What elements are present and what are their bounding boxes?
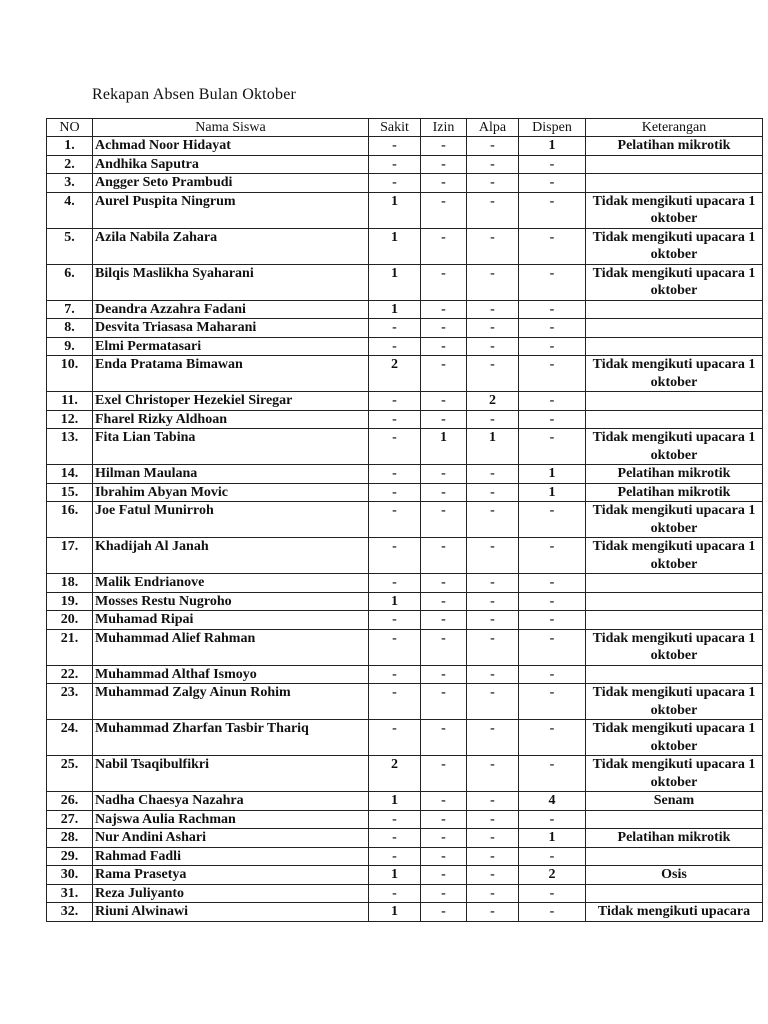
cell-no: 31.	[47, 884, 93, 903]
cell-keterangan: Tidak mengikuti upacara 1 oktober	[586, 629, 763, 665]
cell-alpa: -	[467, 592, 519, 611]
cell-izin: -	[421, 847, 467, 866]
table-row	[47, 356, 763, 392]
cell-no: 19.	[47, 592, 93, 611]
cell-nama-siswa: Deandra Azzahra Fadani	[93, 300, 369, 319]
cell-izin: -	[421, 174, 467, 193]
cell-sakit: 1	[369, 903, 421, 922]
cell-sakit: -	[369, 465, 421, 484]
cell-dispen: -	[519, 810, 586, 829]
cell-izin: -	[421, 592, 467, 611]
cell-nama-siswa: Rahmad Fadli	[93, 847, 369, 866]
cell-dispen: -	[519, 174, 586, 193]
cell-izin: -	[421, 356, 467, 392]
cell-dispen: -	[519, 300, 586, 319]
cell-keterangan: Pelatihan mikrotik	[586, 483, 763, 502]
cell-izin: -	[421, 264, 467, 300]
cell-no: 9.	[47, 337, 93, 356]
cell-no: 12.	[47, 410, 93, 429]
cell-dispen: -	[519, 392, 586, 411]
cell-keterangan: Tidak mengikuti upacara 1 oktober	[586, 502, 763, 538]
cell-keterangan	[586, 155, 763, 174]
cell-sakit: 2	[369, 356, 421, 392]
cell-alpa: -	[467, 356, 519, 392]
cell-sakit: -	[369, 483, 421, 502]
cell-sakit: -	[369, 155, 421, 174]
cell-izin: -	[421, 392, 467, 411]
cell-alpa: -	[467, 155, 519, 174]
cell-sakit: -	[369, 847, 421, 866]
cell-sakit: -	[369, 665, 421, 684]
cell-izin: -	[421, 720, 467, 756]
table-row	[47, 903, 763, 922]
table-row	[47, 756, 763, 792]
cell-izin: -	[421, 502, 467, 538]
cell-nama-siswa: Enda Pratama Bimawan	[93, 356, 369, 392]
cell-nama-siswa: Fharel Rizky Aldhoan	[93, 410, 369, 429]
cell-dispen: -	[519, 337, 586, 356]
header-no: NO	[47, 119, 93, 137]
cell-sakit: -	[369, 137, 421, 156]
cell-alpa: -	[467, 300, 519, 319]
cell-keterangan: Tidak mengikuti upacara	[586, 903, 763, 922]
cell-no: 30.	[47, 866, 93, 885]
cell-alpa: -	[467, 337, 519, 356]
cell-nama-siswa: Exel Christoper Hezekiel Siregar	[93, 392, 369, 411]
cell-alpa: -	[467, 629, 519, 665]
cell-sakit: -	[369, 410, 421, 429]
cell-izin: -	[421, 319, 467, 338]
cell-izin: -	[421, 611, 467, 630]
cell-keterangan	[586, 319, 763, 338]
cell-keterangan: Tidak mengikuti upacara 1 oktober	[586, 356, 763, 392]
cell-izin: -	[421, 300, 467, 319]
cell-nama-siswa: Riuni Alwinawi	[93, 903, 369, 922]
cell-no: 5.	[47, 228, 93, 264]
cell-no: 29.	[47, 847, 93, 866]
cell-keterangan: Pelatihan mikrotik	[586, 829, 763, 848]
cell-keterangan	[586, 847, 763, 866]
cell-sakit: 1	[369, 592, 421, 611]
cell-no: 18.	[47, 574, 93, 593]
cell-nama-siswa: Khadijah Al Janah	[93, 538, 369, 574]
cell-no: 22.	[47, 665, 93, 684]
cell-izin: -	[421, 665, 467, 684]
table-row	[47, 465, 763, 484]
cell-alpa: -	[467, 192, 519, 228]
table-row	[47, 174, 763, 193]
table-row	[47, 137, 763, 156]
cell-dispen: 1	[519, 465, 586, 484]
cell-izin: -	[421, 756, 467, 792]
cell-no: 32.	[47, 903, 93, 922]
cell-sakit: -	[369, 684, 421, 720]
cell-dispen: -	[519, 228, 586, 264]
cell-no: 28.	[47, 829, 93, 848]
cell-dispen: 2	[519, 866, 586, 885]
cell-sakit: -	[369, 884, 421, 903]
cell-keterangan	[586, 392, 763, 411]
cell-keterangan	[586, 574, 763, 593]
cell-nama-siswa: Malik Endrianove	[93, 574, 369, 593]
cell-no: 25.	[47, 756, 93, 792]
cell-dispen: -	[519, 756, 586, 792]
cell-dispen: -	[519, 847, 586, 866]
cell-no: 7.	[47, 300, 93, 319]
cell-nama-siswa: Angger Seto Prambudi	[93, 174, 369, 193]
cell-izin: -	[421, 337, 467, 356]
attendance-table	[46, 118, 763, 922]
header-keterangan: Keterangan	[586, 119, 763, 137]
cell-keterangan	[586, 884, 763, 903]
cell-sakit: 1	[369, 228, 421, 264]
cell-keterangan: Tidak mengikuti upacara 1 oktober	[586, 756, 763, 792]
cell-no: 3.	[47, 174, 93, 193]
cell-alpa: -	[467, 756, 519, 792]
cell-no: 16.	[47, 502, 93, 538]
cell-nama-siswa: Muhammad Zharfan Tasbir Thariq	[93, 720, 369, 756]
cell-no: 15.	[47, 483, 93, 502]
table-row	[47, 228, 763, 264]
cell-dispen: -	[519, 611, 586, 630]
cell-alpa: -	[467, 792, 519, 811]
cell-no: 21.	[47, 629, 93, 665]
cell-dispen: -	[519, 319, 586, 338]
cell-nama-siswa: Fita Lian Tabina	[93, 429, 369, 465]
cell-sakit: 1	[369, 192, 421, 228]
cell-no: 4.	[47, 192, 93, 228]
table-row	[47, 611, 763, 630]
cell-izin: -	[421, 410, 467, 429]
cell-sakit: -	[369, 538, 421, 574]
cell-nama-siswa: Ibrahim Abyan Movic	[93, 483, 369, 502]
cell-no: 14.	[47, 465, 93, 484]
cell-sakit: -	[369, 611, 421, 630]
cell-alpa: -	[467, 174, 519, 193]
cell-alpa: -	[467, 502, 519, 538]
cell-dispen: -	[519, 429, 586, 465]
cell-keterangan	[586, 592, 763, 611]
cell-izin: -	[421, 192, 467, 228]
table-row	[47, 592, 763, 611]
cell-alpa: -	[467, 884, 519, 903]
cell-sakit: -	[369, 337, 421, 356]
cell-izin: -	[421, 629, 467, 665]
cell-sakit: 1	[369, 792, 421, 811]
cell-no: 11.	[47, 392, 93, 411]
table-row	[47, 829, 763, 848]
cell-alpa: -	[467, 465, 519, 484]
cell-nama-siswa: Azila Nabila Zahara	[93, 228, 369, 264]
cell-keterangan	[586, 611, 763, 630]
cell-sakit: 1	[369, 264, 421, 300]
cell-izin: -	[421, 137, 467, 156]
cell-alpa: -	[467, 611, 519, 630]
cell-nama-siswa: Hilman Maulana	[93, 465, 369, 484]
header-alpa: Alpa	[467, 119, 519, 137]
table-row	[47, 410, 763, 429]
cell-keterangan: Tidak mengikuti upacara 1 oktober	[586, 720, 763, 756]
cell-alpa: -	[467, 684, 519, 720]
cell-keterangan: Tidak mengikuti upacara 1 oktober	[586, 429, 763, 465]
cell-no: 27.	[47, 810, 93, 829]
cell-sakit: 1	[369, 300, 421, 319]
cell-keterangan	[586, 174, 763, 193]
cell-alpa: -	[467, 228, 519, 264]
cell-alpa: 2	[467, 392, 519, 411]
table-row	[47, 538, 763, 574]
cell-no: 23.	[47, 684, 93, 720]
cell-alpa: 1	[467, 429, 519, 465]
table-row	[47, 847, 763, 866]
cell-dispen: -	[519, 884, 586, 903]
cell-dispen: -	[519, 592, 586, 611]
cell-keterangan: Tidak mengikuti upacara 1 oktober	[586, 684, 763, 720]
cell-dispen: 1	[519, 829, 586, 848]
cell-izin: -	[421, 155, 467, 174]
cell-nama-siswa: Nur Andini Ashari	[93, 829, 369, 848]
header-dispen: Dispen	[519, 119, 586, 137]
cell-keterangan: Osis	[586, 866, 763, 885]
cell-dispen: -	[519, 192, 586, 228]
cell-nama-siswa: Joe Fatul Munirroh	[93, 502, 369, 538]
cell-izin: -	[421, 574, 467, 593]
cell-izin: -	[421, 903, 467, 922]
table-row	[47, 319, 763, 338]
cell-dispen: -	[519, 903, 586, 922]
table-row	[47, 300, 763, 319]
cell-sakit: -	[369, 392, 421, 411]
cell-keterangan: Pelatihan mikrotik	[586, 465, 763, 484]
cell-alpa: -	[467, 137, 519, 156]
cell-sakit: -	[369, 629, 421, 665]
cell-dispen: -	[519, 720, 586, 756]
cell-dispen: -	[519, 155, 586, 174]
cell-nama-siswa: Rama Prasetya	[93, 866, 369, 885]
cell-sakit: -	[369, 720, 421, 756]
cell-nama-siswa: Andhika Saputra	[93, 155, 369, 174]
cell-nama-siswa: Reza Juliyanto	[93, 884, 369, 903]
cell-izin: -	[421, 866, 467, 885]
table-row	[47, 429, 763, 465]
cell-dispen: -	[519, 574, 586, 593]
cell-alpa: -	[467, 866, 519, 885]
cell-dispen: 1	[519, 483, 586, 502]
cell-nama-siswa: Nadha Chaesya Nazahra	[93, 792, 369, 811]
cell-dispen: 4	[519, 792, 586, 811]
table-row	[47, 502, 763, 538]
table-row	[47, 264, 763, 300]
cell-dispen: -	[519, 264, 586, 300]
header-nama-siswa: Nama Siswa	[93, 119, 369, 137]
cell-sakit: -	[369, 174, 421, 193]
cell-no: 2.	[47, 155, 93, 174]
cell-izin: -	[421, 792, 467, 811]
cell-dispen: -	[519, 684, 586, 720]
table-row	[47, 792, 763, 811]
cell-no: 8.	[47, 319, 93, 338]
cell-alpa: -	[467, 538, 519, 574]
cell-keterangan: Tidak mengikuti upacara 1 oktober	[586, 538, 763, 574]
cell-dispen: -	[519, 665, 586, 684]
table-header-row	[47, 119, 763, 137]
cell-nama-siswa: Desvita Triasasa Maharani	[93, 319, 369, 338]
header-izin: Izin	[421, 119, 467, 137]
table-row	[47, 720, 763, 756]
cell-sakit: -	[369, 829, 421, 848]
cell-keterangan	[586, 410, 763, 429]
cell-izin: -	[421, 228, 467, 264]
cell-keterangan	[586, 337, 763, 356]
cell-dispen: -	[519, 356, 586, 392]
cell-keterangan: Senam	[586, 792, 763, 811]
cell-alpa: -	[467, 483, 519, 502]
cell-no: 17.	[47, 538, 93, 574]
cell-izin: -	[421, 810, 467, 829]
cell-sakit: 1	[369, 866, 421, 885]
cell-no: 13.	[47, 429, 93, 465]
cell-nama-siswa: Elmi Permatasari	[93, 337, 369, 356]
cell-izin: -	[421, 538, 467, 574]
cell-izin: -	[421, 483, 467, 502]
cell-nama-siswa: Muhammad Althaf Ismoyo	[93, 665, 369, 684]
cell-alpa: -	[467, 903, 519, 922]
cell-keterangan	[586, 300, 763, 319]
cell-sakit: -	[369, 502, 421, 538]
cell-sakit: -	[369, 574, 421, 593]
cell-no: 6.	[47, 264, 93, 300]
cell-izin: 1	[421, 429, 467, 465]
cell-nama-siswa: Muhamad Ripai	[93, 611, 369, 630]
cell-alpa: -	[467, 720, 519, 756]
cell-no: 24.	[47, 720, 93, 756]
page-title: Rekapan Absen Bulan Oktober	[92, 86, 297, 103]
cell-keterangan: Pelatihan mikrotik	[586, 137, 763, 156]
table-row	[47, 574, 763, 593]
table-row	[47, 483, 763, 502]
cell-nama-siswa: Achmad Noor Hidayat	[93, 137, 369, 156]
cell-dispen: 1	[519, 137, 586, 156]
cell-no: 1.	[47, 137, 93, 156]
cell-sakit: -	[369, 810, 421, 829]
cell-sakit: -	[369, 429, 421, 465]
cell-alpa: -	[467, 319, 519, 338]
cell-no: 26.	[47, 792, 93, 811]
cell-alpa: -	[467, 264, 519, 300]
table-row	[47, 629, 763, 665]
cell-dispen: -	[519, 502, 586, 538]
cell-keterangan: Tidak mengikuti upacara 1 oktober	[586, 192, 763, 228]
cell-dispen: -	[519, 538, 586, 574]
cell-nama-siswa: Muhammad Zalgy Ainun Rohim	[93, 684, 369, 720]
cell-nama-siswa: Muhammad Alief Rahman	[93, 629, 369, 665]
cell-sakit: 2	[369, 756, 421, 792]
table-row	[47, 884, 763, 903]
cell-nama-siswa: Najswa Aulia Rachman	[93, 810, 369, 829]
table-row	[47, 810, 763, 829]
cell-alpa: -	[467, 810, 519, 829]
table-row	[47, 866, 763, 885]
table-row	[47, 392, 763, 411]
cell-sakit: -	[369, 319, 421, 338]
cell-alpa: -	[467, 574, 519, 593]
cell-dispen: -	[519, 410, 586, 429]
cell-dispen: -	[519, 629, 586, 665]
cell-nama-siswa: Aurel Puspita Ningrum	[93, 192, 369, 228]
cell-nama-siswa: Nabil Tsaqibulfikri	[93, 756, 369, 792]
cell-izin: -	[421, 684, 467, 720]
cell-alpa: -	[467, 410, 519, 429]
cell-alpa: -	[467, 847, 519, 866]
cell-no: 20.	[47, 611, 93, 630]
cell-nama-siswa: Mosses Restu Nugroho	[93, 592, 369, 611]
cell-keterangan	[586, 810, 763, 829]
cell-keterangan	[586, 665, 763, 684]
table-row	[47, 192, 763, 228]
table-row	[47, 665, 763, 684]
cell-alpa: -	[467, 829, 519, 848]
table-body	[47, 137, 763, 922]
cell-nama-siswa: Bilqis Maslikha Syaharani	[93, 264, 369, 300]
cell-keterangan: Tidak mengikuti upacara 1 oktober	[586, 228, 763, 264]
cell-izin: -	[421, 829, 467, 848]
cell-alpa: -	[467, 665, 519, 684]
cell-keterangan: Tidak mengikuti upacara 1 oktober	[586, 264, 763, 300]
cell-izin: -	[421, 884, 467, 903]
table-row	[47, 337, 763, 356]
cell-no: 10.	[47, 356, 93, 392]
table-row	[47, 155, 763, 174]
table-row	[47, 684, 763, 720]
cell-izin: -	[421, 465, 467, 484]
header-sakit: Sakit	[369, 119, 421, 137]
